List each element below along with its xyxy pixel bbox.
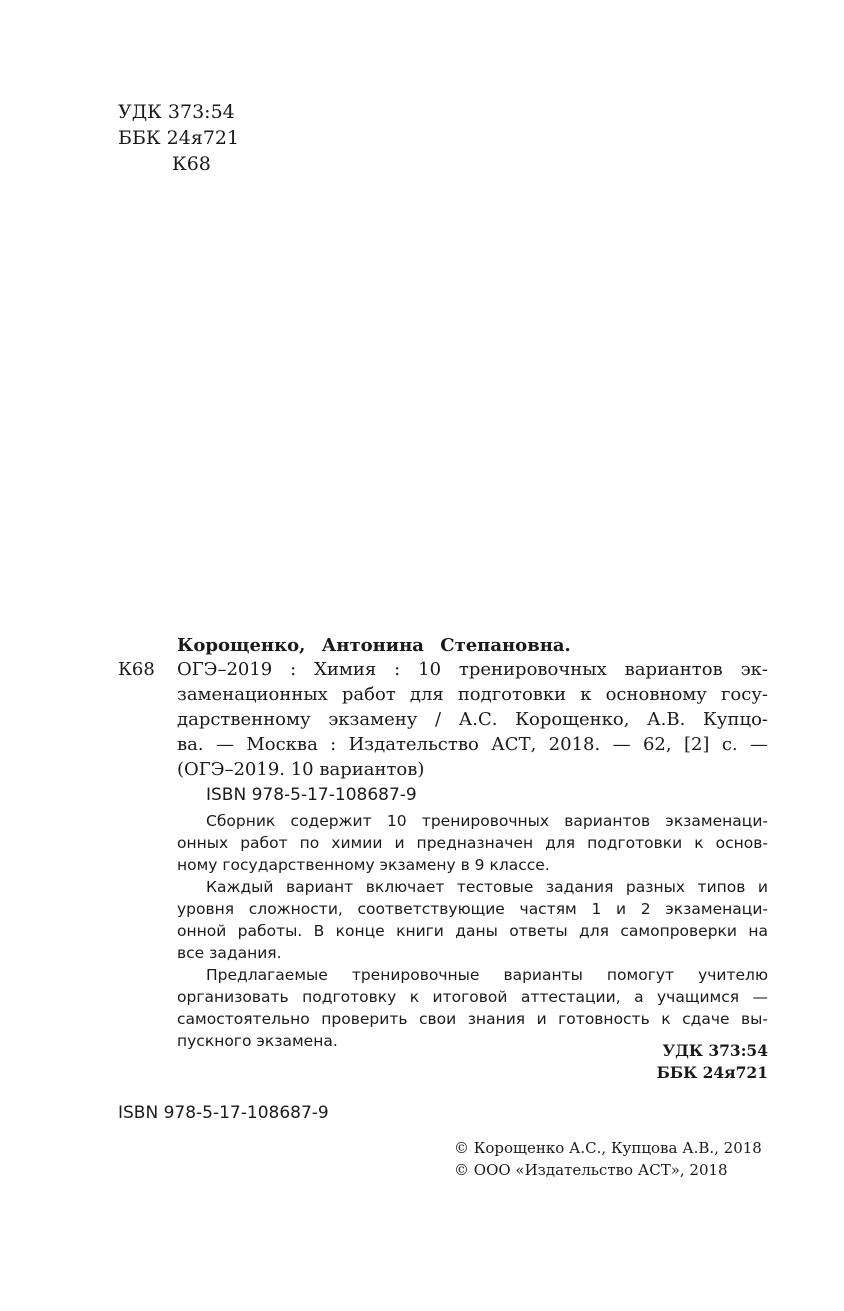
udk-code: УДК 373:54 (118, 101, 235, 123)
description-line: дарственному экзамену / А.С. Корощенко, А.В. Купцо- (177, 709, 768, 730)
annotation-line: уровня сложности, соответствующие частям 1 и 2 экзаменаци- (177, 900, 768, 918)
annotation-line: Сборник содержит 10 тренировочных вариантов экзаменаци- (206, 812, 768, 830)
annotation-line: Каждый вариант включает тестовые задания разных типов и (206, 878, 768, 896)
bottom-bbk-code: ББК 24я721 (656, 1063, 768, 1082)
annotation-line: все задания. (177, 944, 282, 962)
annotation-line: пускного экзамена. (177, 1032, 338, 1050)
copyright-authors: © Корощенко А.С., Купцова А.В., 2018 (454, 1139, 762, 1157)
record-isbn: ISBN 978-5-17-108687-9 (206, 785, 417, 805)
record-author-mark: К68 (118, 659, 155, 680)
description-line: ОГЭ–2019 : Химия : 10 тренировочных вариантов эк- (177, 659, 768, 680)
description-line: заменационных работ для подготовки к основному госу- (177, 684, 768, 705)
annotation-line: онных работ по химии и предназначен для подготовки к основ- (177, 834, 768, 852)
description-line: (ОГЭ–2019. 10 вариантов) (177, 759, 425, 780)
annotation-line: ному государственному экзамену в 9 классе. (177, 856, 550, 874)
author-mark: К68 (172, 153, 211, 175)
annotation-line: онной работы. В конце книги даны ответы для самопроверки на (177, 922, 768, 940)
copyright-publisher: © ООО «Издательство АСТ», 2018 (454, 1161, 728, 1179)
annotation-line: организовать подготовку к итоговой аттестации, а учащимся — (177, 988, 768, 1006)
isbn: ISBN 978-5-17-108687-9 (118, 1103, 329, 1123)
annotation-line: Предлагаемые тренировочные варианты помогут учителю (206, 966, 768, 984)
annotation-line: самостоятельно проверить свои знания и готовность к сдаче вы- (177, 1010, 768, 1028)
description-line: ва. — Москва : Издательство АСТ, 2018. — 62, [2] с. — (177, 734, 768, 755)
bottom-udk-code: УДК 373:54 (662, 1041, 768, 1060)
bbk-code: ББК 24я721 (118, 127, 240, 149)
author-heading: Корощенко, Антонина Степановна. (177, 635, 571, 656)
